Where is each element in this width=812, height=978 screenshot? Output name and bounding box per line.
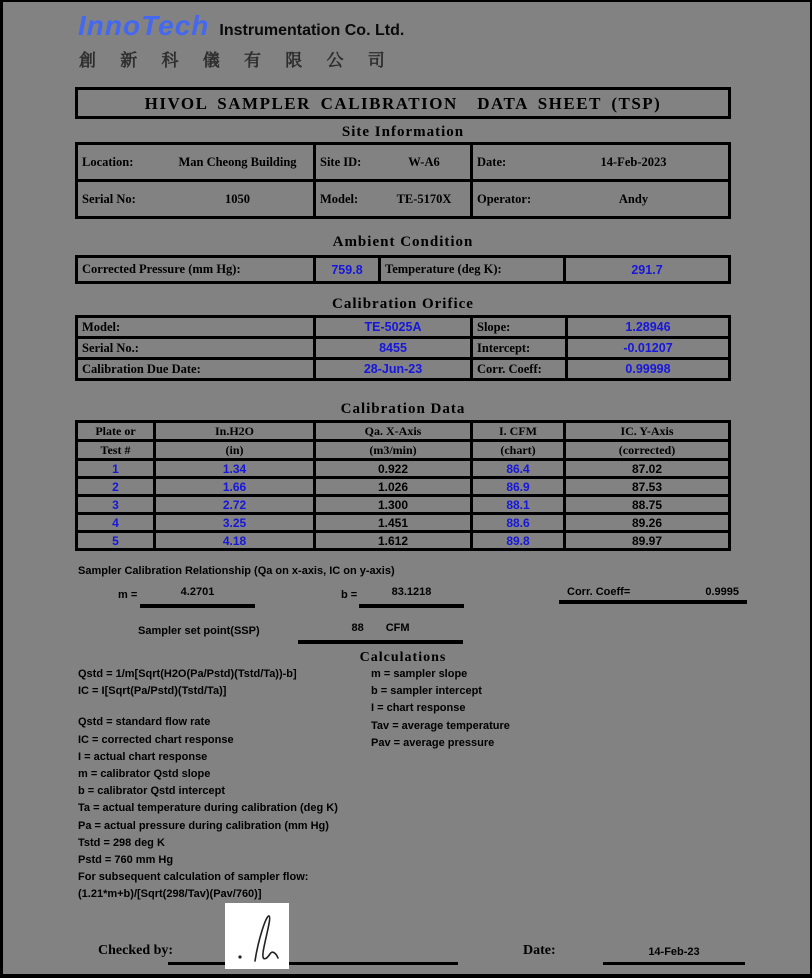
- formula-line: m = sampler slope: [371, 668, 468, 680]
- checked-by-line: [168, 942, 458, 965]
- ssp-value: 88: [351, 622, 364, 634]
- orifice-model-label: Model:: [77, 317, 315, 338]
- formula-line: Qstd = 1/m[Sqrt(H2O(Pa/Pstd)(Tstd/Ta))-b]: [78, 668, 297, 680]
- h2o-value: 1.34: [155, 460, 315, 478]
- ambient-heading: Ambient Condition: [332, 234, 474, 250]
- ssp-label: Sampler set point(SSP): [138, 625, 260, 637]
- col-header: (corrected): [565, 441, 730, 460]
- sheet-title: HIVOL SAMPLER CALIBRATION DATA SHEET (TSP): [75, 87, 731, 119]
- col-header: (in): [155, 441, 315, 460]
- pressure-label: Corrected Pressure (mm Hg):: [77, 257, 315, 283]
- table-row: [77, 181, 730, 218]
- ic-value: 87.53: [565, 478, 730, 496]
- formula-line: b = calibrator Qstd intercept: [78, 785, 226, 798]
- location-label: Location:: [82, 154, 134, 169]
- operator-label: Operator:: [477, 191, 532, 206]
- table-row: [77, 359, 730, 380]
- qa-value: 1.612: [315, 532, 472, 550]
- col-header: IC. Y-Axis: [565, 422, 730, 441]
- footer-date-label: Date:: [523, 943, 556, 958]
- corr-coeff-label: Corr. Coeff=: [567, 586, 631, 598]
- formula-line: IC = corrected chart response: [78, 733, 234, 746]
- plate-number: 2: [77, 478, 155, 496]
- formula-line: Pa = actual pressure during calibration (mm Hg): [78, 819, 329, 832]
- table-row: [77, 257, 730, 283]
- formula-line: Qstd = standard flow rate: [78, 716, 211, 729]
- table-row: [77, 338, 730, 359]
- serial-no-label: Serial No:: [82, 191, 136, 206]
- operator-value: Andy: [618, 191, 649, 206]
- m-label: m =: [118, 589, 138, 601]
- formula-line: Pstd = 760 mm Hg: [78, 854, 174, 867]
- header: [78, 10, 404, 42]
- orifice-serial-label: Serial No.:: [77, 338, 315, 359]
- col-header: Plate or: [77, 422, 155, 441]
- orifice-slope-label: Slope:: [472, 317, 567, 338]
- ic-value: 88.75: [565, 496, 730, 514]
- date-value: 14-Feb-2023: [600, 154, 667, 169]
- h2o-value: 2.72: [155, 496, 315, 514]
- ic-value: 87.02: [565, 460, 730, 478]
- col-header: (chart): [472, 441, 565, 460]
- site-id-value: W-A6: [408, 154, 440, 169]
- h2o-value: 3.25: [155, 514, 315, 532]
- m-value: 4.2701: [140, 586, 255, 608]
- plate-number: 5: [77, 532, 155, 550]
- col-header: (m3/min): [315, 441, 472, 460]
- site-info-table: [75, 142, 731, 219]
- i-cfm-value: 88.1: [472, 496, 565, 514]
- corr-coeff-field: [559, 586, 747, 604]
- i-cfm-value: 88.6: [472, 514, 565, 532]
- b-value: 83.1218: [359, 586, 464, 608]
- orifice-slope-value: 1.28946: [567, 317, 730, 338]
- formula-line: Pav = average pressure: [371, 736, 495, 749]
- orifice-table: [75, 315, 731, 381]
- col-header: In.H2O: [155, 422, 315, 441]
- orifice-serial-value: 8455: [315, 338, 472, 359]
- b-label: b =: [341, 589, 358, 601]
- location-value: Man Cheong Building: [178, 154, 297, 169]
- temperature-value: 291.7: [565, 257, 730, 283]
- checked-by-label: Checked by:: [98, 943, 174, 958]
- qa-value: 1.451: [315, 514, 472, 532]
- formula-line: I = actual chart response: [78, 750, 208, 763]
- orifice-model-value: TE-5025A: [315, 317, 472, 338]
- formula-line: m = calibrator Qstd slope: [78, 768, 211, 781]
- site-info-heading: Site Information: [341, 124, 465, 140]
- plate-number: 1: [77, 460, 155, 478]
- site-id-label: Site ID:: [320, 154, 362, 169]
- table-row: [77, 496, 730, 514]
- ssp-unit: CFM: [385, 622, 410, 634]
- corr-coeff-value: 0.9995: [705, 586, 739, 598]
- h2o-value: 4.18: [155, 532, 315, 550]
- orifice-intercept-value: -0.01207: [567, 338, 730, 359]
- pressure-value: 759.8: [315, 257, 380, 283]
- date-label: Date:: [477, 154, 507, 169]
- i-cfm-value: 89.8: [472, 532, 565, 550]
- formula-line: IC = I[Sqrt(Pa/Pstd)(Tstd/Ta)]: [78, 685, 227, 698]
- table-row: [77, 532, 730, 550]
- signature-mark: [225, 903, 289, 969]
- ambient-table: [75, 255, 731, 284]
- calculations-right-column: [371, 666, 510, 752]
- plate-number: 4: [77, 514, 155, 532]
- table-row: [77, 460, 730, 478]
- orifice-due-date-value: 28-Jun-23: [315, 359, 472, 380]
- temperature-label: Temperature (deg K):: [380, 257, 565, 283]
- ic-value: 89.26: [565, 514, 730, 532]
- orifice-corr-coeff-value: 0.99998: [567, 359, 730, 380]
- calculations-left-column: [78, 666, 338, 904]
- plate-number: 3: [77, 496, 155, 514]
- orifice-due-date-label: Calibration Due Date:: [77, 359, 315, 380]
- calculations-heading: Calculations: [359, 650, 447, 665]
- table-header-row: [77, 441, 730, 460]
- company-logo: InnoTech: [78, 10, 210, 41]
- col-header: I. CFM: [472, 422, 565, 441]
- model-label: Model:: [320, 191, 359, 206]
- h2o-value: 1.66: [155, 478, 315, 496]
- table-row: [77, 144, 730, 181]
- table-header-row: [77, 422, 730, 441]
- col-header: Test #: [77, 441, 155, 460]
- signature: [225, 903, 289, 969]
- date-line: [603, 942, 745, 965]
- orifice-intercept-label: Intercept:: [472, 338, 567, 359]
- formula-line: Tav = average temperature: [371, 719, 510, 732]
- footer-date-value: 14-Feb-23: [648, 946, 700, 958]
- qa-value: 1.300: [315, 496, 472, 514]
- ic-value: 89.97: [565, 532, 730, 550]
- calibration-data-heading: Calibration Data: [340, 401, 466, 417]
- table-row: [77, 317, 730, 338]
- formula-line: b = sampler intercept: [371, 685, 482, 698]
- serial-no-value: 1050: [225, 191, 250, 206]
- i-cfm-value: 86.4: [472, 460, 565, 478]
- calibration-data-table: [75, 420, 731, 551]
- company-name: Instrumentation Co. Ltd.: [219, 22, 405, 39]
- formula-line: For subsequent calculation of sampler flow:: [78, 871, 309, 884]
- table-row: [77, 514, 730, 532]
- formula-line: Ta = actual temperature during calibration (deg K): [78, 802, 338, 815]
- table-row: [77, 478, 730, 496]
- qa-value: 0.922: [315, 460, 472, 478]
- orifice-heading: Calibration Orifice: [332, 296, 474, 312]
- relationship-heading: Sampler Calibration Relationship (Qa on x-axis, IC on y-axis): [78, 565, 395, 577]
- qa-value: 1.026: [315, 478, 472, 496]
- model-value: TE-5170X: [396, 191, 452, 206]
- ssp-field: [298, 622, 463, 644]
- i-cfm-value: 86.9: [472, 478, 565, 496]
- formula-line: Tstd = 298 deg K: [78, 836, 165, 849]
- formula-line: (1.21*m+b)/[Sqrt(298/Tav)(Pav/760)]: [78, 888, 262, 901]
- col-header: Qa. X-Axis: [315, 422, 472, 441]
- orifice-corr-coeff-label: Corr. Coeff:: [472, 359, 567, 380]
- formula-line: I = chart response: [371, 702, 466, 715]
- company-name-chinese: 創 新 科 儀 有 限 公 司: [79, 51, 395, 70]
